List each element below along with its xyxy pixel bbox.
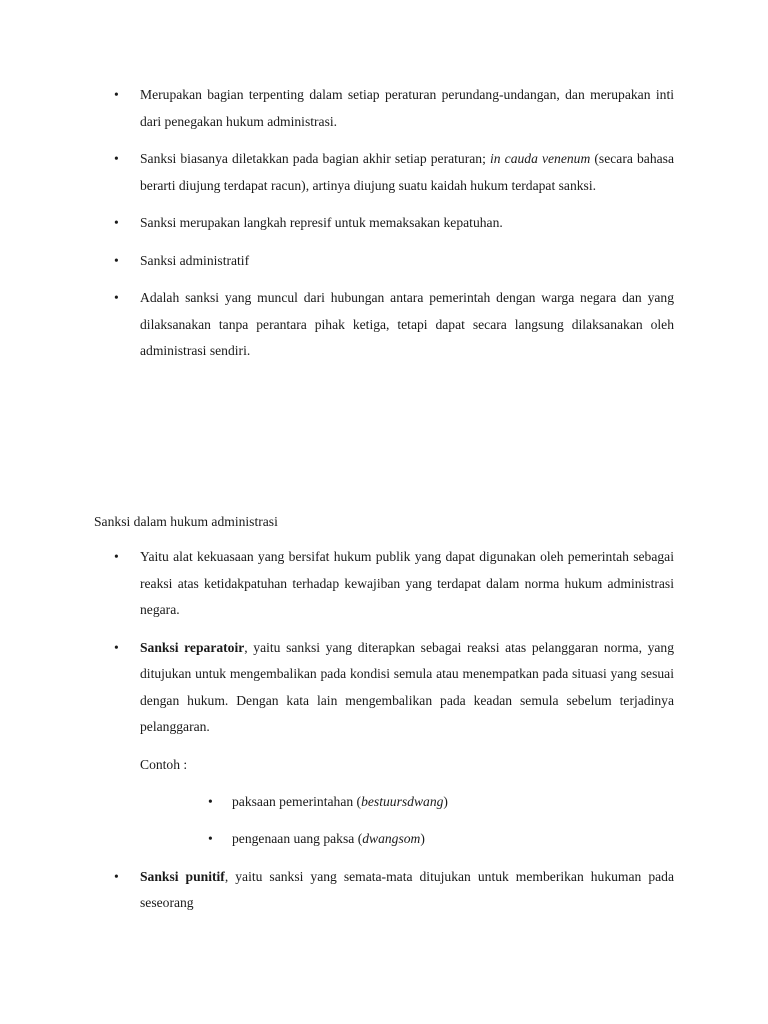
text-run: pengenaan uang paksa ( [232,831,363,846]
italic-term: in cauda venenum [489,151,591,166]
section-heading: Sanksi dalam hukum administrasi [94,514,278,529]
list-item [0,864,768,917]
list-item-text [140,635,674,741]
sub-list-item-text [232,826,672,853]
list-item [0,146,768,199]
italic-term: bestuursdwang [361,793,444,809]
bullet-icon: • [208,793,213,809]
text-run: Sanksi biasanya diletakkan pada bagian akhir setiap peraturan; [140,151,490,166]
list-item-text [140,864,674,917]
text-run: ) [420,831,425,846]
bold-term: Sanksi punitif [140,868,225,884]
bullet-icon: • [114,215,119,230]
bullet-icon: • [114,252,119,268]
text-run: Sanksi merupakan langkah represif untuk memaksakan kepatuhan. [140,215,503,230]
sub-list-item-text [232,789,672,816]
list-item-text [140,210,674,237]
text-run: Sanksi administratif [140,252,250,268]
text-run: , yaitu sanksi yang diterapkan sebagai reaksi atas pelanggaran norma, yang ditujukan untuk mengembalikan pada kondisi semula atau menempatkan pada situasi yang sesuai dengan hukum. Dengan kata lain mengembalikan pada keadan semula sebelum terjadinya pelanggaran. [140,639,674,734]
text-run: paksaan pemerintahan ( [232,793,362,809]
list-item [0,248,768,275]
bullet-list-1 [0,82,768,376]
sub-list-item [0,826,768,853]
bullet-icon: • [114,868,119,884]
bullet-icon: • [114,549,119,564]
bullet-icon: • [114,87,119,102]
text-run: Merupakan bagian terpenting dalam setiap peraturan perundang-undangan, dan merupakan inti dari penegakan hukum administrasi. [140,87,674,129]
list-item [0,544,768,624]
example-label: Contoh : [140,756,188,772]
text-run: , yaitu sanksi yang semata-mata ditujukan untuk memberikan hukuman pada seseorang [140,868,674,910]
sub-list-item [0,789,768,816]
list-item-text [140,146,674,199]
bold-term: Sanksi reparatoir [140,639,245,655]
bullet-icon: • [114,639,119,655]
italic-term: dwangsom [362,831,421,846]
text-run: Yaitu alat kekuasaan yang bersifat hukum publik yang dapat digunakan oleh pemerintah sebagai reaksi atas ketidakpatuhan terhadap kewajiban yang terdapat dalam norma hukum administrasi negara. [140,549,674,617]
list-item [0,210,768,237]
bullet-icon: • [114,290,119,305]
list-item [0,82,768,135]
list-item [0,635,768,741]
bullet-icon: • [208,831,213,846]
list-item-text [140,285,674,365]
text-run: (secara bahasa berarti diujung terdapat racun), artinya diujung suatu kaidah hukum terdapat sanksi. [140,151,674,193]
text-run: ) [443,793,448,809]
list-item-text [140,82,674,135]
text-run: Adalah sanksi yang muncul dari hubungan antara pemerintah dengan warga negara dan yang dilaksanakan tanpa perantara pihak ketiga, tetapi dapat secara langsung dilaksanakan oleh administrasi sendiri. [140,290,674,358]
list-item [0,285,768,365]
bullet-icon: • [114,151,119,166]
bullet-list-2 [0,544,768,928]
list-item-text [140,544,674,624]
list-item-text [140,248,674,275]
